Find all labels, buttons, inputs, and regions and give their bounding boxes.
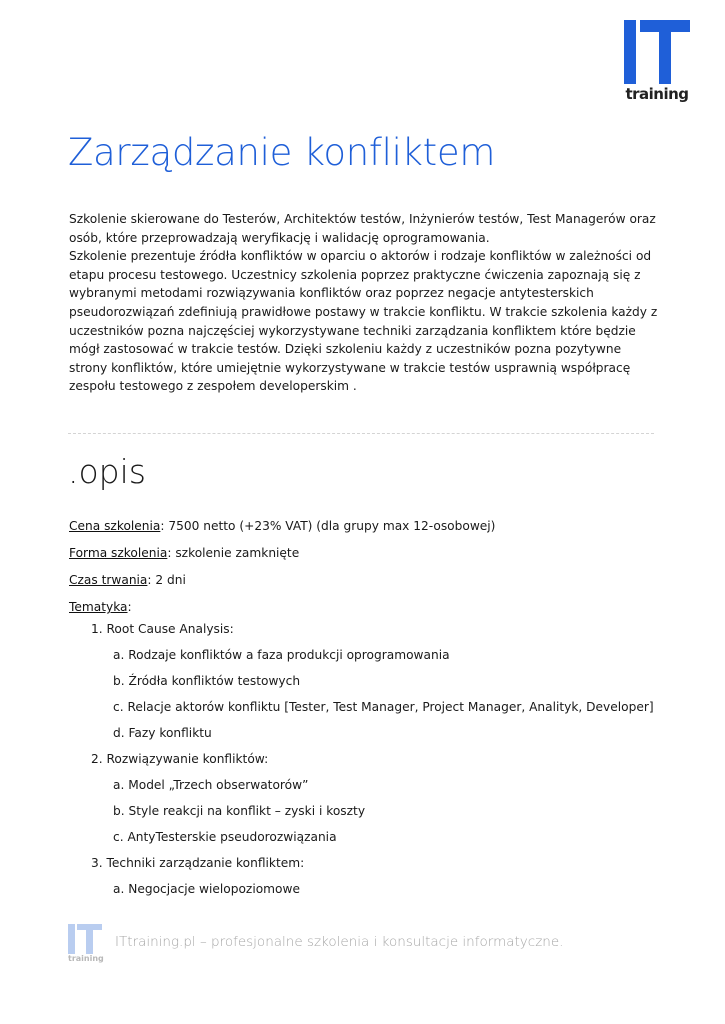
subtopic-item: d. Fazy konfliktu xyxy=(113,726,212,740)
topic-item: 2. Rozwiązywanie konfliktów: xyxy=(91,752,269,766)
course-info xyxy=(69,517,669,625)
intro-paragraph-2: Szkolenie prezentuje źródła konfliktów w oparciu o aktorów i rodzaje konfliktów w zależności od etapu procesu testowego. Uczestnicy szkolenia poprzez praktyczne ćwiczenia zapoznają się z wybranymi metodami rozwiązywania konfliktów oraz poprzez negacje antytesterskich pseudorozwiązań zdefiniują prawidłowe postawy w trakcie konfliktu. W trakcie szkolenia każdy z uczestników pozna najczęściej wykorzystywane techniki zarządzania konfliktem które będzie mógł zastosować w trakcie testów. Dzięki szkoleniu każdy z uczestników pozna pozytywne strony konfliktów, które umiejętnie wykorzystywane w trakcie testów usprawnią współpracę zespołu testowego z zespołem developerskim . xyxy=(69,249,658,394)
footer-text: ITtraining.pl – profesjonalne szkolenia i konsultacje informatyczne. xyxy=(115,934,564,950)
subtopic-item: a. Negocjacje wielopoziomowe xyxy=(113,882,300,896)
logo-wordmark: training xyxy=(625,85,689,103)
topics-list xyxy=(69,620,669,906)
duration-row xyxy=(69,571,669,598)
topics-label: Tematyka xyxy=(69,600,128,614)
page-title: Zarządzanie konfliktem xyxy=(68,131,496,174)
header-logo xyxy=(624,20,690,102)
topic-item: 1. Root Cause Analysis: xyxy=(91,622,234,636)
it-logo-icon xyxy=(624,20,690,84)
price-value: : 7500 netto (+23% VAT) (dla grupy max 12-osobowej) xyxy=(160,519,496,533)
form-label: Forma szkolenia xyxy=(69,546,168,560)
price-label: Cena szkolenia xyxy=(69,519,161,533)
section-divider xyxy=(68,433,654,434)
topic-item: 3. Techniki zarządzanie konfliktem: xyxy=(91,856,305,870)
footer-logo-wordmark: training xyxy=(68,954,104,963)
subtopic-item: b. Źródła konfliktów testowych xyxy=(113,674,301,688)
duration-label: Czas trwania xyxy=(69,573,148,587)
duration-value: : 2 dni xyxy=(147,573,186,587)
section-title: .opis xyxy=(68,452,146,491)
page-footer xyxy=(68,924,668,964)
subtopic-item: a. Model „Trzech obserwatorów” xyxy=(113,778,309,792)
subtopic-item: c. Relacje aktorów konfliktu [Tester, Test Manager, Project Manager, Analityk, Developer] xyxy=(113,700,654,714)
form-value: : szkolenie zamknięte xyxy=(167,546,300,560)
topics-suffix: : xyxy=(127,600,132,614)
subtopic-item: c. AntyTesterskie pseudorozwiązania xyxy=(113,830,337,844)
subtopic-item: b. Style reakcji na konflikt – zyski i koszty xyxy=(113,804,366,818)
subtopic-item: a. Rodzaje konfliktów a faza produkcji oprogramowania xyxy=(113,648,450,662)
intro-text xyxy=(69,210,659,396)
form-row xyxy=(69,544,669,571)
price-row xyxy=(69,517,669,544)
footer-logo-icon xyxy=(68,924,102,954)
intro-paragraph-1: Szkolenie skierowane do Testerów, Architektów testów, Inżynierów testów, Test Managerów oraz osób, które przeprowadzają weryfikację i walidację oprogramowania. xyxy=(69,212,656,245)
